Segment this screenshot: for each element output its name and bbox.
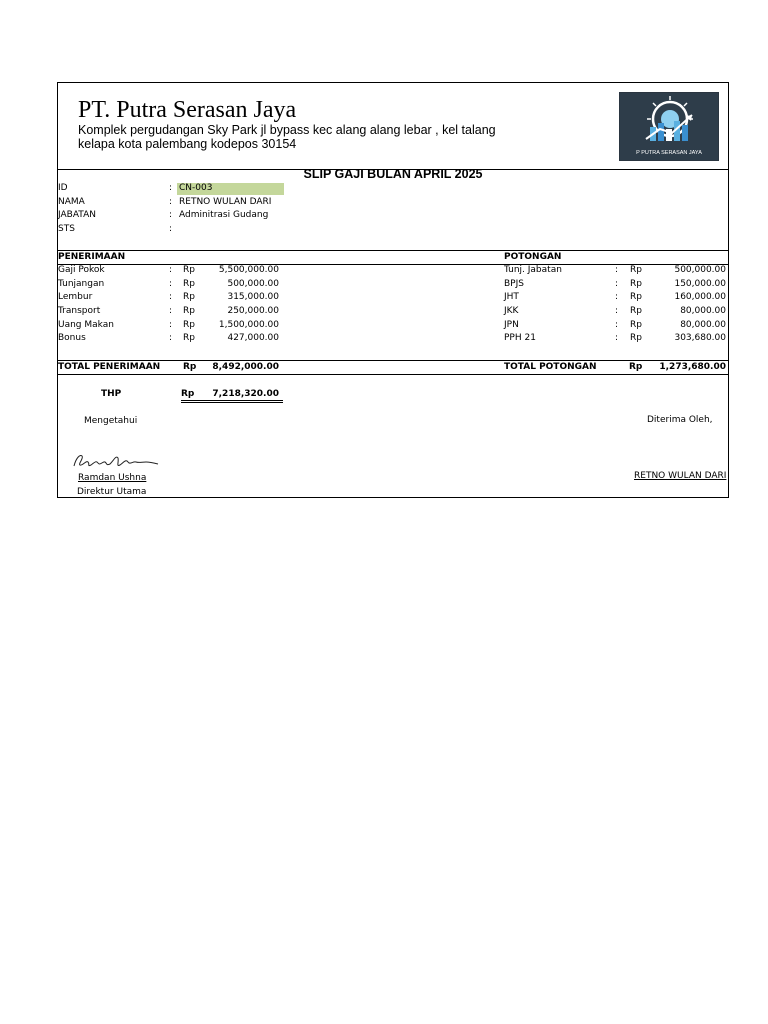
currency: Rp <box>629 362 643 372</box>
deductions-header: POTONGAN <box>504 252 562 262</box>
currency: Rp <box>183 279 195 289</box>
earnings-header: PENERIMAAN <box>58 252 126 262</box>
deduction-label: JKK <box>504 306 519 316</box>
deduction-label: PPH 21 <box>504 333 536 343</box>
total-deductions-label: TOTAL POTONGAN <box>504 362 597 372</box>
section-divider <box>58 264 728 265</box>
earning-label: Transport <box>58 306 101 316</box>
employee-label-name: NAMA <box>58 197 85 207</box>
earning-label: Bonus <box>58 333 86 343</box>
total-earnings-amount: 8,492,000.00 <box>212 362 279 372</box>
separator: : <box>169 333 173 343</box>
separator: : <box>169 279 173 289</box>
thp-label: THP <box>101 389 122 399</box>
salary-slip <box>57 82 729 498</box>
deduction-amount: 80,000.00 <box>680 320 726 330</box>
deduction-amount: 500,000.00 <box>674 265 726 275</box>
currency: Rp <box>183 333 195 343</box>
deduction-amount: 80,000.00 <box>680 306 726 316</box>
company-name: PT. Putra Serasan Jaya <box>78 97 297 123</box>
totals-divider <box>58 360 728 361</box>
currency: Rp <box>630 306 642 316</box>
separator: : <box>615 279 619 289</box>
currency: Rp <box>630 320 642 330</box>
currency: Rp <box>183 362 197 372</box>
separator: : <box>169 197 173 207</box>
currency: Rp <box>630 265 642 275</box>
slip-title: SLIP GAJI BULAN APRIL 2025 <box>303 167 483 181</box>
receiver-name: RETNO WULAN DARI <box>634 471 727 481</box>
earning-amount: 315,000.00 <box>227 292 279 302</box>
employee-value-position: Adminitrasi Gudang <box>179 210 269 220</box>
employee-value-id: CN-003 <box>179 183 213 193</box>
separator: : <box>169 306 173 316</box>
currency: Rp <box>630 292 642 302</box>
totals-divider <box>58 374 728 375</box>
deduction-label: JPN <box>504 320 519 330</box>
separator: : <box>169 224 173 234</box>
separator: : <box>615 292 619 302</box>
signer-title: Direktur Utama <box>77 487 147 497</box>
deduction-label: JHT <box>504 292 519 302</box>
company-logo <box>619 92 719 161</box>
earning-amount: 1,500,000.00 <box>218 320 279 330</box>
separator: : <box>615 320 619 330</box>
deduction-label: BPJS <box>504 279 524 289</box>
employee-label-id: ID <box>58 183 68 193</box>
separator: : <box>169 320 173 330</box>
logo-caption: P PUTRA SERASAN JAYA <box>636 150 702 156</box>
separator: : <box>169 210 173 220</box>
earning-label: Gaji Pokok <box>58 265 105 275</box>
employee-label-position: JABATAN <box>58 210 96 220</box>
separator: : <box>615 333 619 343</box>
earning-amount: 5,500,000.00 <box>218 265 279 275</box>
deduction-amount: 160,000.00 <box>674 292 726 302</box>
earning-label: Lembur <box>58 292 93 302</box>
signer-name: Ramdan Ushna <box>78 473 147 483</box>
earning-amount: 500,000.00 <box>227 279 279 289</box>
employee-value-name: RETNO WULAN DARI <box>179 197 272 207</box>
separator: : <box>169 265 173 275</box>
currency: Rp <box>181 389 195 399</box>
currency: Rp <box>183 320 195 330</box>
deduction-amount: 150,000.00 <box>674 279 726 289</box>
received-by-label: Diterima Oleh, <box>647 415 713 425</box>
company-address: Komplek pergudangan Sky Park jl bypass kec alang alang lebar , kel talang kelapa kota palembang kodepos 30154 <box>78 123 496 151</box>
currency: Rp <box>183 306 195 316</box>
earning-label: Tunjangan <box>58 279 105 289</box>
total-earnings-label: TOTAL PENERIMAAN <box>58 362 161 372</box>
earning-amount: 250,000.00 <box>227 306 279 316</box>
total-deductions-amount: 1,273,680.00 <box>659 362 726 372</box>
currency: Rp <box>183 265 195 275</box>
separator: : <box>169 292 173 302</box>
separator: : <box>615 306 619 316</box>
separator: : <box>169 183 173 193</box>
currency: Rp <box>183 292 195 302</box>
section-divider <box>58 250 728 251</box>
earning-amount: 427,000.00 <box>227 333 279 343</box>
signature-icon <box>70 450 160 474</box>
known-by-label: Mengetahui <box>84 416 138 426</box>
currency: Rp <box>630 279 642 289</box>
currency: Rp <box>630 333 642 343</box>
employee-label-status: STS <box>58 224 75 234</box>
separator: : <box>615 265 619 275</box>
deduction-amount: 303,680.00 <box>674 333 726 343</box>
thp-amount: 7,218,320.00 <box>212 389 279 399</box>
deduction-label: Tunj. Jabatan <box>504 265 562 275</box>
earning-label: Uang Makan <box>58 320 114 330</box>
